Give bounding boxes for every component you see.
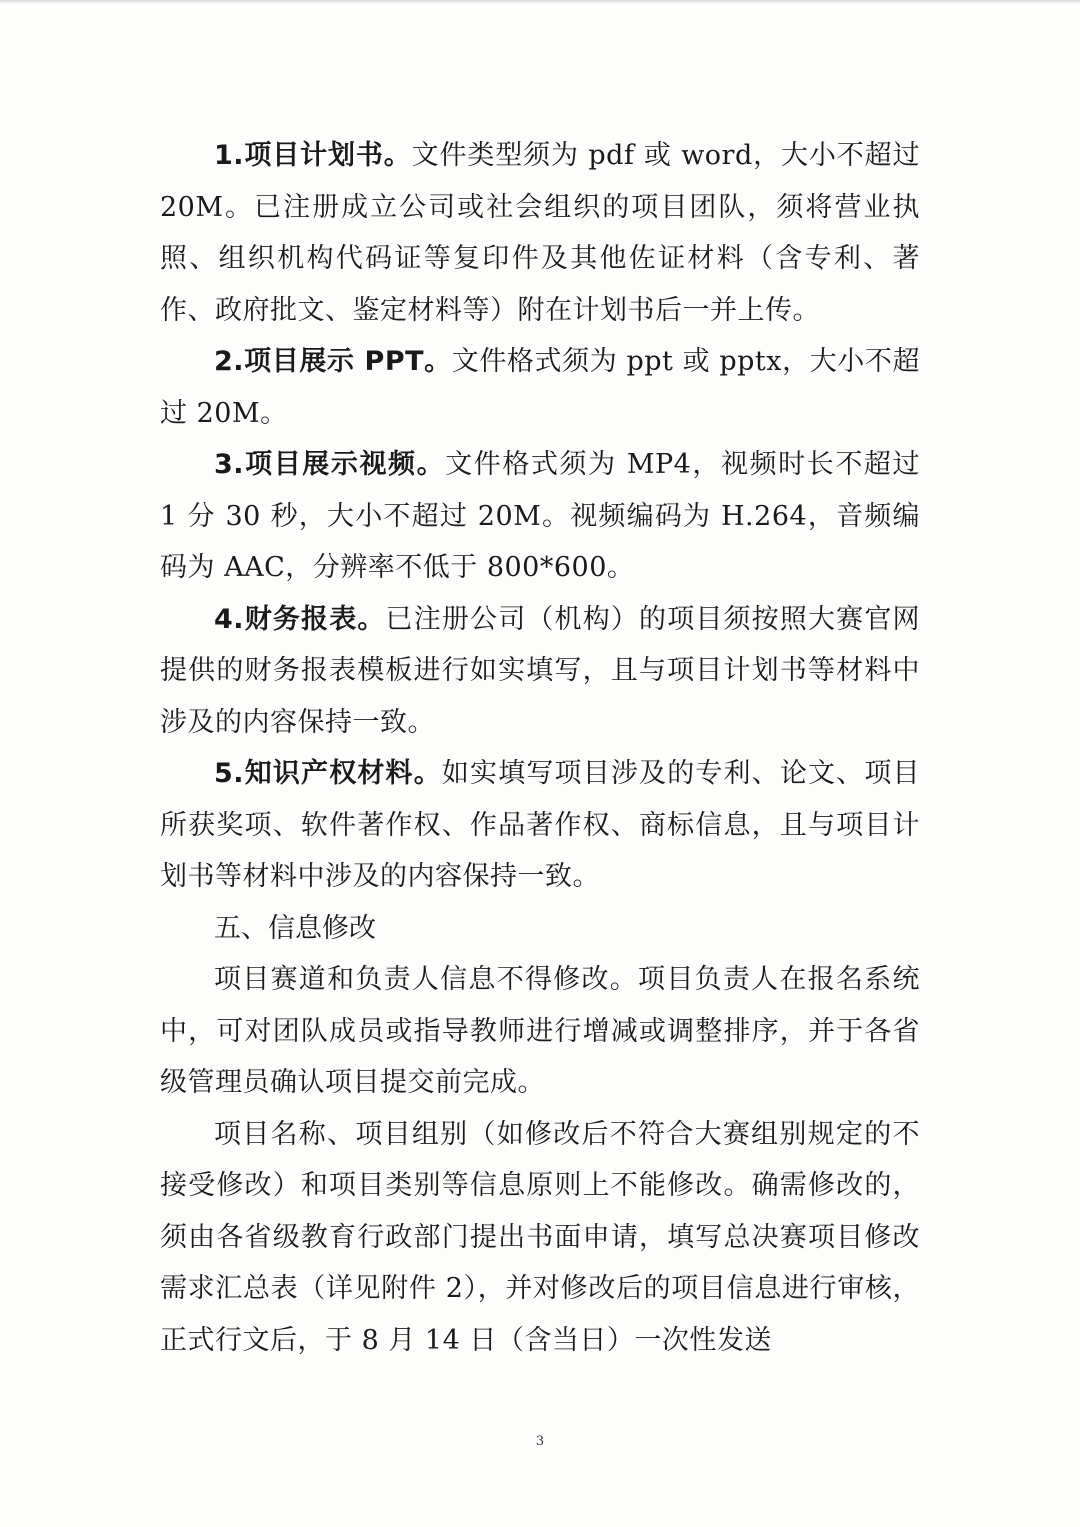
list-item-text: 文件类型须为 pdf 或 word，大小不超过 20M。已注册成立公司或社会组织的项目团队，须将营业执照、组织机构代码证等复印件及其他佐证材料（含专利、著作、政府批文、鉴定材料等）附在计划书后一并上传。 [160, 140, 920, 326]
list-item-ppt [160, 336, 920, 439]
list-item-financial-report [160, 594, 920, 749]
list-item-text: 如实填写项目涉及的专利、论文、项目所获奖项、软件著作权、作品著作权、商标信息，且与项目计划书等材料中涉及的内容保持一致。 [160, 758, 921, 892]
list-item-text: 已注册公司（机构）的项目须按照大赛官网提供的财务报表模板进行如实填写，且与项目计划书等材料中涉及的内容保持一致。 [160, 603, 921, 738]
list-item-text: 文件格式须为 ppt 或 pptx，大小不超过 20M。 [160, 346, 920, 429]
document-body [160, 130, 920, 1366]
list-item-lead: 1.项目计划书。 [214, 140, 412, 171]
list-item-ip-materials [160, 748, 920, 903]
list-item-business-plan [160, 130, 920, 336]
section-heading: 五、信息修改 [214, 912, 376, 944]
list-item-video [160, 439, 920, 594]
section-paragraph: 项目赛道和负责人信息不得修改。项目负责人在报名系统中，可对团队成员或指导教师进行增减或调整排序，并于各省级管理员确认项目提交前完成。 [160, 964, 920, 1098]
list-item-lead: 5.知识产权材料。 [214, 758, 442, 789]
section-paragraph: 项目名称、项目组别（如修改后不符合大赛组别规定的不接受修改）和项目类别等信息原则上不能修改。确需修改的，须由各省级教育行政部门提出书面申请，填写总决赛项目修改需求汇总表（详见附件 2），并对修改后的项目信息进行审核，正式行文后，于 8 月 14 日（含当日）一次性发送 [160, 1118, 920, 1356]
list-item-lead: 2.项目展示 PPT。 [214, 346, 452, 377]
scan-edge [0, 0, 1080, 4]
list-item-lead: 3.项目展示视频。 [214, 449, 446, 480]
list-item-text: 文件格式须为 MP4，视频时长不超过 1 分 30 秒，大小不超过 20M。视频编码为 H.264，音频编码为 AAC，分辨率不低于 800*600。 [160, 449, 920, 583]
list-item-lead: 4.财务报表。 [214, 603, 386, 635]
page-number: 3 [535, 1434, 545, 1449]
